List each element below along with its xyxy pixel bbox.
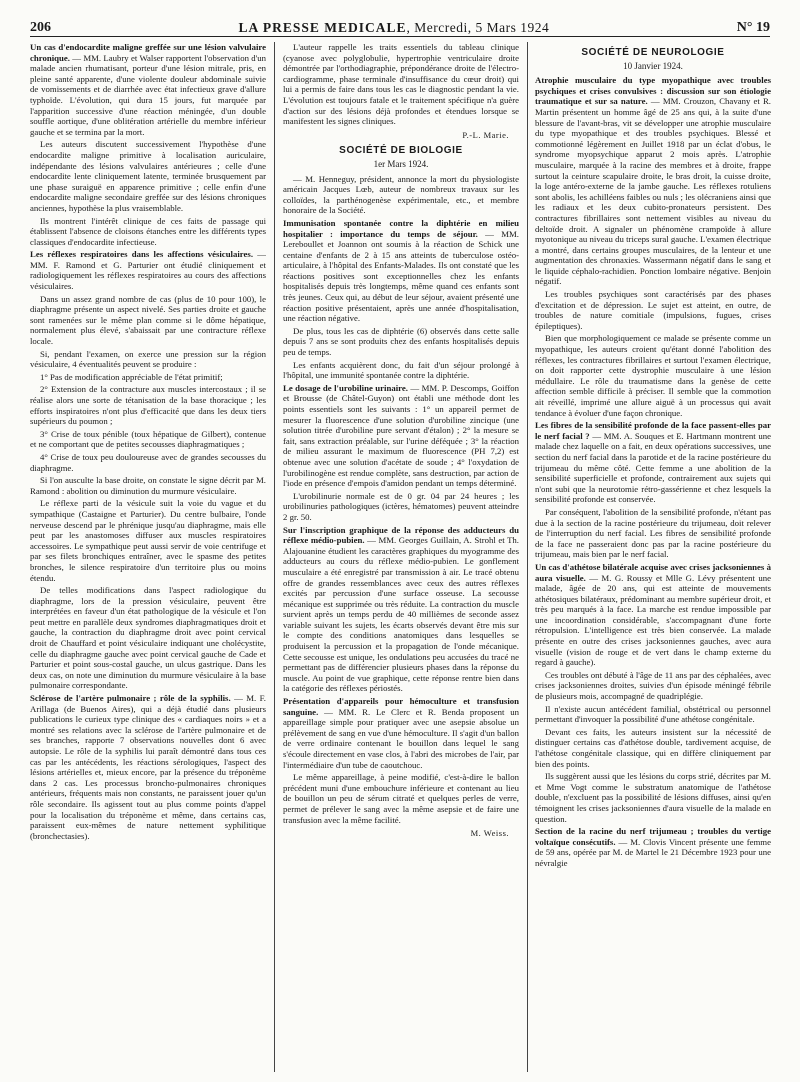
paragraph: Les enfants acquièrent donc, du fait d'un séjour prolongé à l'hôpital, une immunité spontanée contre la diphtérie. bbox=[283, 359, 519, 381]
paragraph: Ils montrent l'intérêt clinique de ces faits de passage qui établissent l'absence de cloisons étanches entre les différents types classiques d'endocardite infectieuse. bbox=[30, 215, 266, 247]
article-title: Un cas d'athétose bilatérale acquise avec crises jacksoniennes à aura visuelle. bbox=[535, 561, 771, 583]
article-title: Immunisation spontanée contre la diphtérie en milieu hospitalier : importance du temps de séjour. bbox=[283, 217, 519, 239]
article-urobiline: Le dosage de l'urobiline urinaire. — MM. P. Descomps, Goiffon et Brousse (de Châtel-Guyon) ont établi une méthode dont les points essentiels sont les suivants : 1° un appareil permet de mesurer la fluorescence d'une solution d'urobiline zincique (une solution titrée d'urobiline pure servant d'étalon) ; 2° la mesure se fait, sans extraction préalable, sur l'urine déféquée ; 3° la réaction de milieu assurant le maximum de fluorescence (PH 7,2) est obtenue avec une solution d'acétate de soude ; 4° l'oxydation de l'urobilinogène est rendue complète, sans destruction, par action de l'iode en présence d'empois d'amidon pendant un temps déterminé. bbox=[283, 382, 519, 489]
paragraph: Ces troubles ont débuté à l'âge de 11 ans par des céphalées, avec crises jacksoniennes droites, suivies d'un épisode méningé fébrile de plusieurs mois, accompagné de quadriplégie. bbox=[535, 669, 771, 702]
article-title: Les fibres de la sensibilité profonde de la face passent-elles par le nerf facial ? bbox=[535, 420, 771, 441]
paragraph: L'urobilinurie normale est de 0 gr. 04 par 24 heures ; les urobilinuries pathologiques (ictères, hématomes) peuvent atteindre 2 gr. 50. bbox=[283, 490, 519, 522]
paragraph: Si l'on ausculte la base droite, on constate le signe décrit par M. Ramond : abolition ou diminution du murmure vésiculaire. bbox=[30, 475, 266, 496]
article-title: Sur l'inscription graphique de la réponse des adducteurs du réflexe médio-pubien. bbox=[283, 524, 519, 546]
article-title: Un cas d'endocardite maligne greffée sur une lésion valvulaire chronique. bbox=[30, 42, 266, 63]
paragraph: Ils suggèrent aussi que les lésions du corps strié, décrites par M. et Mme Vogt comme le substratum anatomique de l'athétose double, n'excluent pas la possibilité de lésions diffuses, ainsi qu'en témoignent les crises jacksoniennes d'aura visuelle de la malade en question. bbox=[535, 771, 771, 824]
article-diphterie: Immunisation spontanée contre la diphtérie en milieu hospitalier : importance du temps de séjour. — MM. Lereboullet et Joannon ont soumis à la réaction de Schick une centaine d'enfants de 2 à 15 ans atteints de tuberculose ostéo-articulaire, à l'hôpital des Enfants-Malades. Ils ont constaté que les réactions positives sont exceptionnelles chez les enfants hospitalisés depuis très longtemps, même quand ces enfants sont très jeunes. Ceux qui, au début de leur séjour, avaient présenté une réaction positive présentaient, après une année d'hospitalisation, une réaction négative. bbox=[283, 217, 519, 324]
paragraph: 1° Pas de modification appréciable de l'état primitif; bbox=[40, 371, 223, 382]
issue-number: N° 19 bbox=[736, 20, 770, 35]
article-title: Le dosage de l'urobiline urinaire. bbox=[283, 382, 408, 393]
article-title: Atrophie musculaire du type myopathique avec troubles psychiques et crises convulsives : discussion sur son étiologie traumatique et sur sa nature. bbox=[535, 75, 771, 107]
article-endocardite: Un cas d'endocardite maligne greffée sur une lésion valvulaire chronique. — MM. Laubry et Walser rapportent l'observation d'un malade ancien rhumatisant, porteur d'une lésion mitrale, pris, en pleine santé apparente, d'une violente douleur abdominale suivie de vomissements et de diarrhée avec état infectieux grave d'allure typhoïde. L'évolution, qui dura 15 jours, fut marquée par l'apparition successive d'une réaction méningée, d'un double souffle aortique, d'une oblitération artérielle du membre inférieur gauche et se termina par la mort. bbox=[30, 42, 266, 137]
article-title: Présentation d'appareils pour hémoculture et transfusion sanguine. bbox=[283, 696, 519, 717]
issue-date: , Mercredi, 5 Mars 1924 bbox=[406, 20, 550, 35]
signature: P.-L. Marie. bbox=[462, 129, 509, 140]
column-1 bbox=[30, 42, 266, 1072]
article-athetose: Un cas d'athétose bilatérale acquise avec crises jacksoniennes à aura visuelle. — M. G. Roussy et Mlle G. Lévy présentent une malade, âgée de 20 ans, qui est atteinte de mouvements athétosiques bilatéraux, prédominant au membre supérieur droit, et très peu marqués à la face. La marche est rendue impossible par une incoordination considérable, s'accompagnant d'une forte rétropulsion. L'intelligence est très bien conservée. La malade présente en outre des crises jacksoniennes gauches, avec aura visuelle (vision de rouge et de vert dans le champ externe du regard à gauche). bbox=[535, 561, 771, 668]
article-atrophie: Atrophie musculaire du type myopathique avec troubles psychiques et crises convulsives : discussion sur son étiologie traumatique et sur sa nature. — MM. Crouzon, Chavany et R. Martin présentent un homme âgé de 25 ans qui, à la suite d'une blessure de l'avant-bras, vit se développer une atrophie musculaire du type myopathique et des troubles psychiques. Blessé et commotionné légèrement en Juillet 1918 par un éclat d'obus, le syndrome myopsychique apparut 2 mois après. L'atrophie musculaire, marquée à la racine des membres et à droite, frappe surtout la ceinture scapulaire droite, le bras droit, la cuisse droite, la loge antéro-externe de la jambe gauche. Les réflexes rotuliens sont abolis, les achilléens faibles ou nuls ; les olécraniens ainsi que les radiaux et les deux cubito-pronateurs persistent. Des contractures fibrillaires sont nettement visibles au niveau du deltoïde droit. A signaler un phénomène crampoïde à allure myotonique au niveau du triceps sural gauche. L'examen électrique a montré, dans certains groupes musculaires, de la lenteur et une augmentation des chronaxies. Wassermann négatif dans le sang et le liquide céphalo-rachidien. Ponction lombaire négative. Benjoin négatif. bbox=[535, 75, 771, 287]
paragraph: L'auteur rappelle les traits essentiels du tableau clinique (cyanose avec polyglobulie, hypertrophie ventriculaire droite démontrée par l'orthodiagraphie, prépondérance droite de l'électro-cardiogramme, phase terminale d'insuffisance du cœur droit) qui lui a permis de faire dans tous les cas le diagnostic pendant la vie. L'évolution est toujours fatale et le traitement spécifique n'a guère d'action sur des lésions déjà profondes et étendues lorsque se manifestent les signes cliniques. bbox=[283, 42, 519, 127]
page-header bbox=[30, 14, 770, 37]
article-trijumeau: Section de la racine du nerf trijumeau ; troubles du vertige voltaïque consécutifs. — M. Clovis Vincent présente une femme de 59 ans, opérée par M. de Martel le 21 Décembre 1923 pour une névralgie bbox=[535, 826, 771, 868]
paragraph: 4° Crise de toux peu douloureuse avec de grandes secousses du diaphragme. bbox=[30, 451, 266, 473]
section-heading: SOCIÉTÉ DE NEUROLOGIE bbox=[581, 47, 725, 58]
paragraph: Le même appareillage, à peine modifié, c'est-à-dire le ballon précédent muni d'une embouchure inférieure et contenant au lieu de bouillon un peu de sérum citraté et quelques perles de verre, permet de prélever le sang avec la même asepsie et de faire une transfusion avec la même facilité. bbox=[283, 772, 519, 825]
paragraph: 3° Crise de toux pénible (toux hépatique de Gilbert), contenue et ne comportant que de petites secousses diaphragmatiques ; bbox=[30, 428, 266, 450]
column-divider-2 bbox=[527, 42, 528, 1072]
journal-name: LA PRESSE MEDICALE bbox=[238, 20, 407, 35]
article-title: Les réflexes respiratoires dans les affections vésiculaires. bbox=[30, 249, 254, 260]
column-2 bbox=[283, 42, 519, 1072]
paragraph: Il n'existe aucun antécédent familial, obstétrical ou personnel permettant d'invoquer la possibilité d'une athétose congénitale. bbox=[535, 703, 771, 725]
paragraph: Devant ces faits, les auteurs insistent sur la nécessité de distinguer certains cas d'athétose double, tardivement acquise, de l'athétose congénitale classique, qui en diffère cliniquement par bien des points. bbox=[535, 726, 771, 769]
column-3 bbox=[535, 42, 771, 1072]
session-date: 1er Mars 1924. bbox=[373, 158, 429, 169]
paragraph: Bien que morphologiquement ce malade se présente comme un myopathique, les auteurs croient qu'étant donné l'abolition des réflexes, les contractures fibrillaires et surtout l'examen électrique, on doit rapporter cette dystrophie musculaire à une lésion médullaire. Le rôle du traumatisme dans la genèse de cette affection semble difficile à préciser. Il semble que la commotion ait réveillé, imprimé une allure aiguë à un processus qui avait tendance à évoluer d'une façon chronique. bbox=[535, 333, 771, 418]
session-date: 10 Janvier 1924. bbox=[623, 60, 683, 71]
paragraph: Les troubles psychiques sont caractérisés par des phases d'excitation et de dépression. Le sujet est atteint, en outre, de troubles de nature comitiale (impulsions, fugues, crises épileptiques). bbox=[535, 289, 771, 331]
article-title: Section de la racine du nerf trijumeau ; troubles du vertige voltaïque consécutifs. bbox=[535, 826, 771, 847]
article-sensibilite-profonde: Les fibres de la sensibilité profonde de la face passent-elles par le nerf facial ? — MM. A. Souques et E. Hartmann montrent une malade chez laquelle on a fait, en deux opérations successives, une section du nerf facial dans la parotide et de la racine postérieure du trijumeau du même côté. Cette femme a une abolition de la sensibilité superficielle et profonde, contrairement aux sujets qui n'ont subi que la neurotomie rétro-gassérienne et chez lesquels la sensibilité profonde est conservée. bbox=[535, 420, 771, 505]
paragraph: Si, pendant l'examen, on exerce une pression sur la région vésiculaire, 4 éventualités peuvent se produire : bbox=[30, 348, 266, 370]
column-divider-1 bbox=[274, 42, 275, 1072]
paragraph: De telles modifications dans l'aspect radiologique du diaphragme, lors de la pression vésiculaire, peuvent être interprétées en faveur d'un état pathologique de la vésicule et l'on peut mettre en parallèle deux syndromes diaphragmatiques droit et gauche, la contraction du diaphragme droit avec point cervical droit de Chauffard et point vésiculaire indiquant une cholécystite, celle du diaphragme gauche avec point cervical gauche de Cade et Parturier et point sous-costal gauche, un ulcus gastrique. Dans les deux cas, on note une diminution du murmure vésiculaire à la base pulmonaire correspondante. bbox=[30, 585, 266, 691]
paragraph: Dans un assez grand nombre de cas (plus de 10 pour 100), le diaphragme présente un aspect nivelé. Ses parties droite et gauche sont ramenées sur le même plan comme si le dôme hépatique, normalement plus élevé, s'abaissait par une contracture réflexe locale. bbox=[30, 293, 266, 347]
article-sclerose: Sclérose de l'artère pulmonaire ; rôle de la syphilis. — M. F. Arillaga (de Buenos Aires), qui a déjà étudié dans plusieurs publications le curieux type clinique des « cardiaques noirs » et a montré ses relations avec la sclérose de l'artère pulmonaire et de ses branches, rapporte 7 observations nouvelles dont 6 avec autopsie. Le rôle de la syphilis lui paraît démontré dans tous ces cas par les antécédents, les réactions sérologiques, l'aspect des lésions artérielles et, mieux encore, par la présence du tréponème dans 2 cas. Les processus broncho-pulmonaires chroniques antérieurs, fréquents mais non constants, ne paraissent jouer qu'un rôle secondaire. Ils agissent tout au plus comme points d'appel pour la localisation du tréponème et même, dans certains cas, paraissent eux-mêmes de nature nettement syphilitique (bronchectasies). bbox=[30, 693, 266, 841]
paragraph: Le réflexe parti de la vésicule suit la voie du vague et du sympathique (Castaigne et Parturier). Du centre bulbaire, l'onde nerveuse descend par le phrénique jusqu'au diaphragme, mais elle peut par les anastomoses diffuser aux muscles respiratoires accessoires. Le sympathique peut aussi servir de voie centrifuge et par ses filets bronchiques entraîner, avec le spasme des petites bronches, le silence respiratoire d'un territoire plus ou moins étendu. bbox=[30, 498, 266, 583]
article-reflexes-respiratoires: Les réflexes respiratoires dans les affections vésiculaires. — MM. F. Ramond et G. Parturier ont étudié cliniquement et radiologiquement les réflexes respiratoires au cours des affections vésiculaires. bbox=[30, 249, 266, 292]
article-hemoculture: Présentation d'appareils pour hémoculture et transfusion sanguine. — MM. R. Le Clerc et R. Benda proposent un appareillage simple pour pratiquer avec une asepsie absolue un prélèvement de sang en vue d'une hémoculture. Il s'agit d'un ballon de verre ordinaire contenant le bouillon dans lequel le sang s'écoule directement en vase clos, à l'abri des microbes de l'air, par l'intermédiaire d'un tube de caoutchouc. bbox=[283, 696, 519, 770]
article-reflexe-medio-pubien: Sur l'inscription graphique de la réponse des adducteurs du réflexe médio-pubien. — MM. Georges Guillain, A. Strohl et Th. Alajouanine étudient les caractères graphiques du myogramme des adducteurs au cours du réflexe médio-pubien. Le gonflement musculaire a été enregistré par transmission à air. Le tracé obtenu offre de grandes ressemblances avec ceux des autres réflexes excités par percussion d'une surface osseuse. La secousse mécanique est supprimée ou très réduite. La contraction du muscle survient après un temps perdu de 40 millièmes de seconde assez variable suivant les sujets, les écarts observés devant être mis sur le compte des conditions anatomiques dans lesquelles se produisent la percussion et la propagation de l'onde mécanique. Cette secousse est unique, les ondulations peu accusées du tracé ne permettant pas de différencier plusieurs phases dans la réponse du muscle. Au point de vue graphique, cette réponse rentre bien dans la catégorie des réflexes périostés. bbox=[283, 524, 519, 694]
journal-title-line bbox=[239, 20, 550, 36]
paragraph: Les auteurs discutent successivement l'hypothèse d'une endocardite maligne primitive à localisation auriculaire, indépendante des lésions valvulaires antérieures ; celle d'une endocardite lente cliniquement latente, terminée brusquement par une phase suraiguë en apparence primitive ; celle enfin d'une endocardite maligne secondaire greffée sur des lésions chroniques anciennes, hypothèse la plus vraisemblable. bbox=[30, 139, 266, 213]
paragraph: Par conséquent, l'abolition de la sensibilité profonde, n'étant pas due à la section de la racine postérieure du trijumeau, doit relever de l'interruption du nerf facial. Les fibres de sensibilité profonde de la face ne passeraient donc pas par la racine postérieure du trijumeau, mais bien par le nerf facial. bbox=[535, 506, 771, 560]
signature: M. Weiss. bbox=[470, 828, 509, 839]
paragraph: 2° Extension de la contracture aux muscles intercostaux ; il se réalise alors une sorte de tétanisation de la base thoracique ; les efforts inspiratoires n'ont plus d'efficacité que dans les deux tiers supérieurs du poumon ; bbox=[30, 384, 266, 427]
paragraph: — M. Henneguy, président, annonce la mort du physiologiste américain Jacques Lœb, auteur de nombreux travaux sur les colloïdes, la parthénogenèse expérimentale, etc., et membre honoraire de la Société. bbox=[283, 173, 519, 216]
paragraph: De plus, tous les cas de diphtérie (6) observés dans cette salle depuis 7 ans se sont produits chez des enfants hospitalisés depuis peu de temps. bbox=[283, 325, 519, 358]
article-title: Sclérose de l'artère pulmonaire ; rôle de la syphilis. bbox=[30, 693, 231, 704]
page-number: 206 bbox=[30, 20, 51, 35]
section-heading: SOCIÉTÉ DE BIOLOGIE bbox=[339, 145, 463, 157]
